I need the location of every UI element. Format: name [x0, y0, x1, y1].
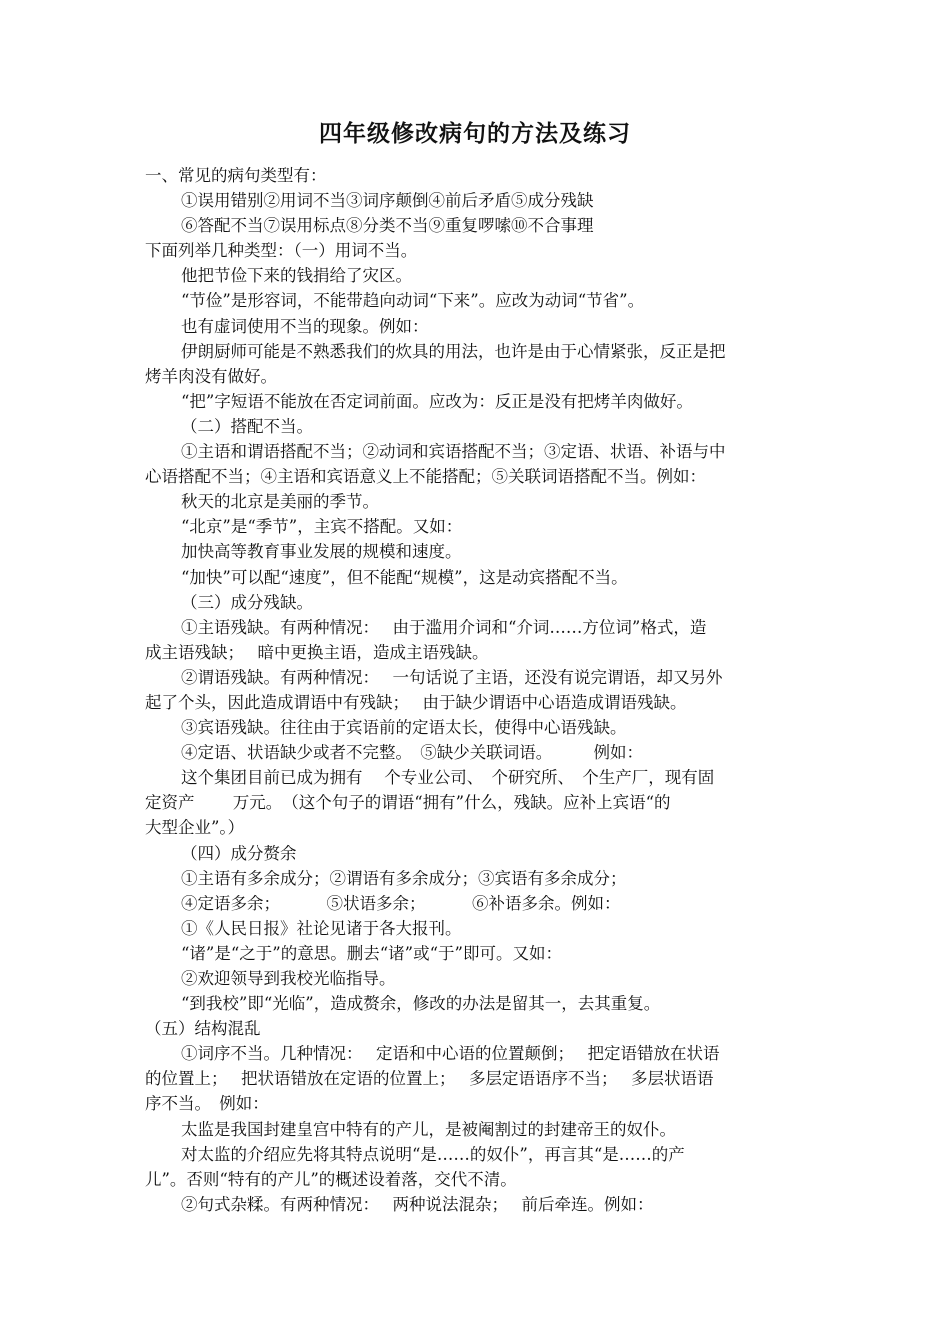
text-line: ③宾语残缺。往往由于宾语前的定语太长，使得中心语残缺。	[181, 718, 627, 738]
text-line: 成主语残缺； 暗中更换主语，造成主语残缺。	[145, 642, 489, 662]
text-line: （五）结构混乱	[145, 1019, 261, 1039]
text-line: 起了个头，因此造成谓语中有残缺； 由于缺少谓语中心语造成谓语残缺。	[145, 692, 687, 712]
text-line: ①词序不当。几种情况： 定语和中心语的位置颠倒； 把定语错放在状语	[181, 1044, 720, 1064]
text-line: 序不当。 例如：	[145, 1094, 269, 1114]
text-line: ②欢迎领导到我校光临指导。	[181, 969, 396, 988]
text-line: ①主语残缺。有两种情况： 由于滥用介词和“介词……方位词”格式，造	[181, 617, 707, 637]
text-line: 一、常见的病句类型有：	[145, 166, 327, 185]
text-line: ④定语多余； ⑤状语多余； ⑥补语多余。例如：	[181, 893, 621, 913]
text-line: ①主语有多余成分；②谓语有多余成分；③宾语有多余成分；	[181, 868, 627, 888]
text-line: 他把节俭下来的钱捐给了灾区。	[181, 266, 412, 286]
text-line: 加快高等教育事业发展的规模和速度。	[181, 542, 462, 562]
text-line: 大型企业”。）	[145, 818, 245, 838]
text-line: ①主语和谓语搭配不当；②动词和宾语搭配不当；③定语、状语、补语与中	[181, 442, 726, 462]
text-line: （四）成分赘余	[181, 843, 297, 863]
text-line: ①《人民日报》社论见诸于各大报刊。	[181, 918, 462, 938]
text-line: ①误用错别②用词不当③词序颠倒④前后矛盾⑤成分残缺	[181, 191, 594, 211]
text-line: ②谓语残缺。有两种情况： 一句话说了主语，还没有说完谓语，却又另外	[181, 667, 723, 687]
text-line: ⑥答配不当⑦误用标点⑧分类不当⑨重复啰嗦⑩不合事理	[181, 216, 594, 236]
text-line: 下面列举几种类型：（一）用词不当。	[145, 241, 418, 261]
text-line: 的位置上； 把状语错放在定语的位置上； 多层定语语序不当； 多层状语语	[145, 1069, 714, 1089]
text-line: 心语搭配不当；④主语和宾语意义上不能搭配；⑤关联词语搭配不当。例如：	[145, 467, 706, 487]
text-line: “把”字短语不能放在否定词前面。应改为：反正是没有把烤羊肉做好。	[181, 391, 693, 411]
text-line: 烤羊肉没有做好。	[145, 366, 277, 386]
text-line: 定资产 万元。 （这个句子的谓语“拥有”什么，残缺。应补上宾语“的	[145, 793, 671, 813]
text-line: 秋天的北京是美丽的季节。	[181, 492, 379, 512]
text-line: 也有虚词使用不当的现象。例如：	[181, 316, 429, 336]
text-line: 太监是我国封建皇宫中特有的产儿，是被阉割过的封建帝王的奴仆。	[181, 1119, 676, 1139]
text-line: 儿”。否则“特有的产儿”的概述设着落，交代不清。	[145, 1169, 517, 1189]
text-line: （二）搭配不当。	[181, 416, 313, 436]
text-line: “节俭”是形容词，不能带趋向动词“下来”。应改为动词“节省”。	[181, 291, 645, 311]
text-line: 伊朗厨师可能是不熟悉我们的炊具的用法，也许是由于心情紧张，反正是把	[181, 341, 726, 361]
text-line: 对太监的介绍应先将其特点说明“是……的奴仆”，再言其“是……的产	[181, 1144, 685, 1164]
text-line: （三）成分残缺。	[181, 592, 313, 612]
text-line: ②句式杂糅。有两种情况： 两种说法混杂； 前后牵连。例如：	[181, 1194, 654, 1214]
document-body	[145, 163, 810, 1217]
text-line: ④定语、状语缺少或者不完整。 ⑤缺少关联词语。 例如：	[181, 743, 643, 763]
text-line: “加快”可以配“速度”，但不能配“规模”，这是动宾搭配不当。	[181, 567, 628, 587]
text-line: “到我校”即“光临”，造成赘余，修改的办法是留其一，去其重复。	[181, 994, 661, 1014]
page-title: 四年级修改病句的方法及练习	[319, 121, 631, 147]
text-line: 这个集团目前已成为拥有 个专业公司、 个研究所、 个生产厂，现有固	[181, 768, 715, 788]
text-line: “北京”是“季节”，主宾不搭配。又如：	[181, 517, 463, 537]
text-line: “诸”是“之于”的意思。删去“诸”或“于”即可。又如：	[181, 943, 562, 963]
